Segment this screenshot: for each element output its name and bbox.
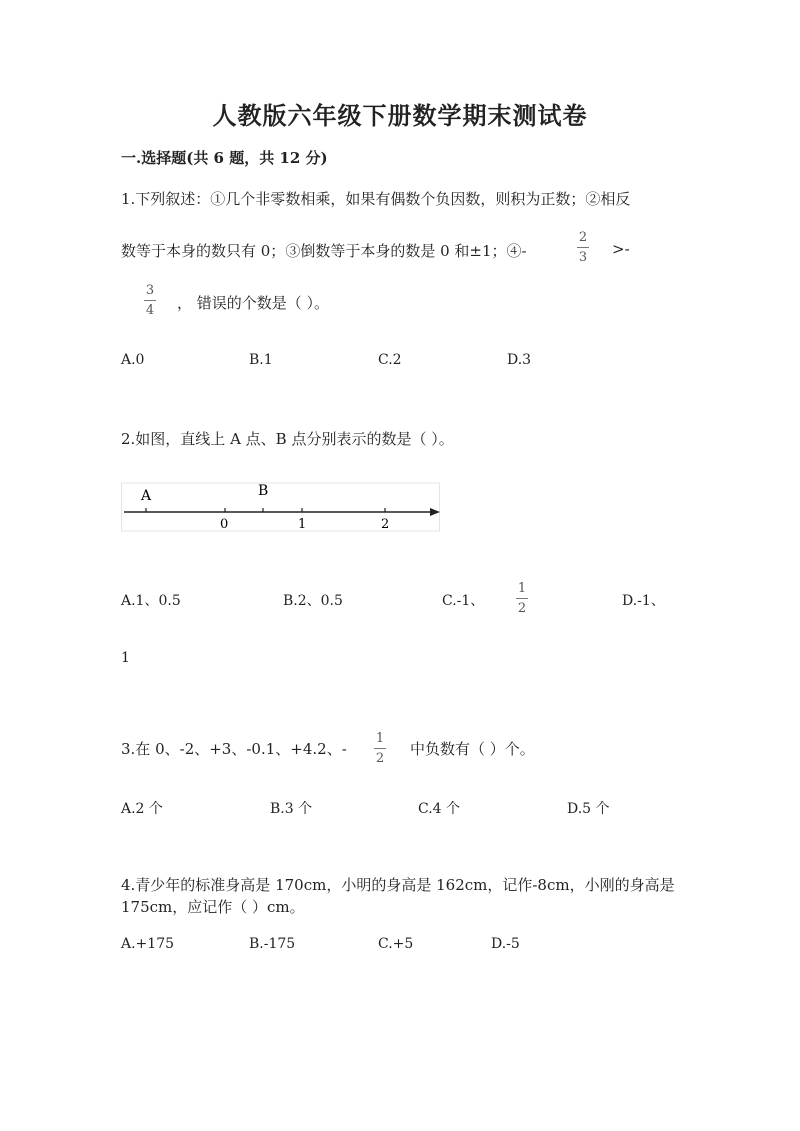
section-heading: 一.选择题(共 6 题，共 12 分) [121,149,328,167]
q2-option-b[interactable]: B.2、0.5 [283,593,343,609]
number-line-arrow [430,508,440,516]
fraction-numerator: 1 [517,581,527,596]
q2-text: 2.如图，直线上 A 点、B 点分别表示的数是（ ）。 [121,430,454,448]
fraction-denominator: 2 [375,751,385,766]
fraction-numerator: 3 [145,283,155,298]
fraction-bar [144,300,156,301]
q3-option-a[interactable]: A.2 个 [121,801,163,817]
q4-option-c[interactable]: C.+5 [378,936,414,952]
q1-fraction-3-4 [144,284,156,317]
q2-option-d-continued: 1 [121,650,130,666]
q2-option-d[interactable]: D.-1、 [622,593,665,609]
q3-option-b[interactable]: B.3 个 [270,801,313,817]
q3-fraction-1-2 [374,732,386,765]
q3-option-c[interactable]: C.4 个 [418,801,461,817]
q4-line2: 175cm，应记作（ ）cm。 [121,898,305,916]
fraction-denominator: 3 [578,250,588,265]
q1-line3: ， 错误的个数是（ ）。 [177,294,330,312]
fraction-numerator: 2 [578,230,588,245]
fraction-denominator: 4 [145,303,155,318]
q2-option-c[interactable]: C.-1、 [442,593,485,609]
tick-label-2: 2 [381,517,390,532]
q4-line1: 4.青少年的标准身高是 170cm，小明的身高是 162cm，记作-8cm，小刚的身高是 [121,876,675,894]
tick-label-0: 0 [220,517,229,532]
figure-border [122,483,440,531]
fraction-bar [516,598,528,599]
number-line-figure [121,478,445,534]
q1-fraction-2-3 [577,231,589,264]
point-a-label: A [141,488,152,504]
q3-text-a: 3.在 0、-2、+3、-0.1、+4.2、- [121,740,347,758]
q2-option-a[interactable]: A.1、0.5 [121,593,181,609]
fraction-denominator: 2 [517,601,527,616]
tick-label-1: 1 [298,517,307,532]
point-b-label: B [258,483,269,499]
q2-option-c-fraction [516,582,528,615]
page-title: 人教版六年级下册数学期末测试卷 [212,101,588,130]
q1-option-a[interactable]: A.0 [121,352,145,368]
q1-line1: 1.下列叙述：①几个非零数相乘，如果有偶数个负因数，则积为正数；②相反 [121,190,631,208]
fraction-bar [374,748,386,749]
q4-option-d[interactable]: D.-5 [491,936,520,952]
q1-option-c[interactable]: C.2 [378,352,402,368]
q1-option-b[interactable]: B.1 [249,352,273,368]
q3-text-b: 中负数有（ ）个。 [410,740,535,758]
fraction-bar [577,247,589,248]
q1-line2b: >- [612,240,630,258]
fraction-numerator: 1 [375,731,385,746]
q4-option-b[interactable]: B.-175 [249,936,296,952]
q4-option-a[interactable]: A.+175 [121,936,175,952]
q3-option-d[interactable]: D.5 个 [567,801,610,817]
q1-option-d[interactable]: D.3 [507,352,532,368]
q1-line2a: 数等于本身的数只有 0；③倒数等于本身的数是 0 和±1；④- [121,242,527,260]
